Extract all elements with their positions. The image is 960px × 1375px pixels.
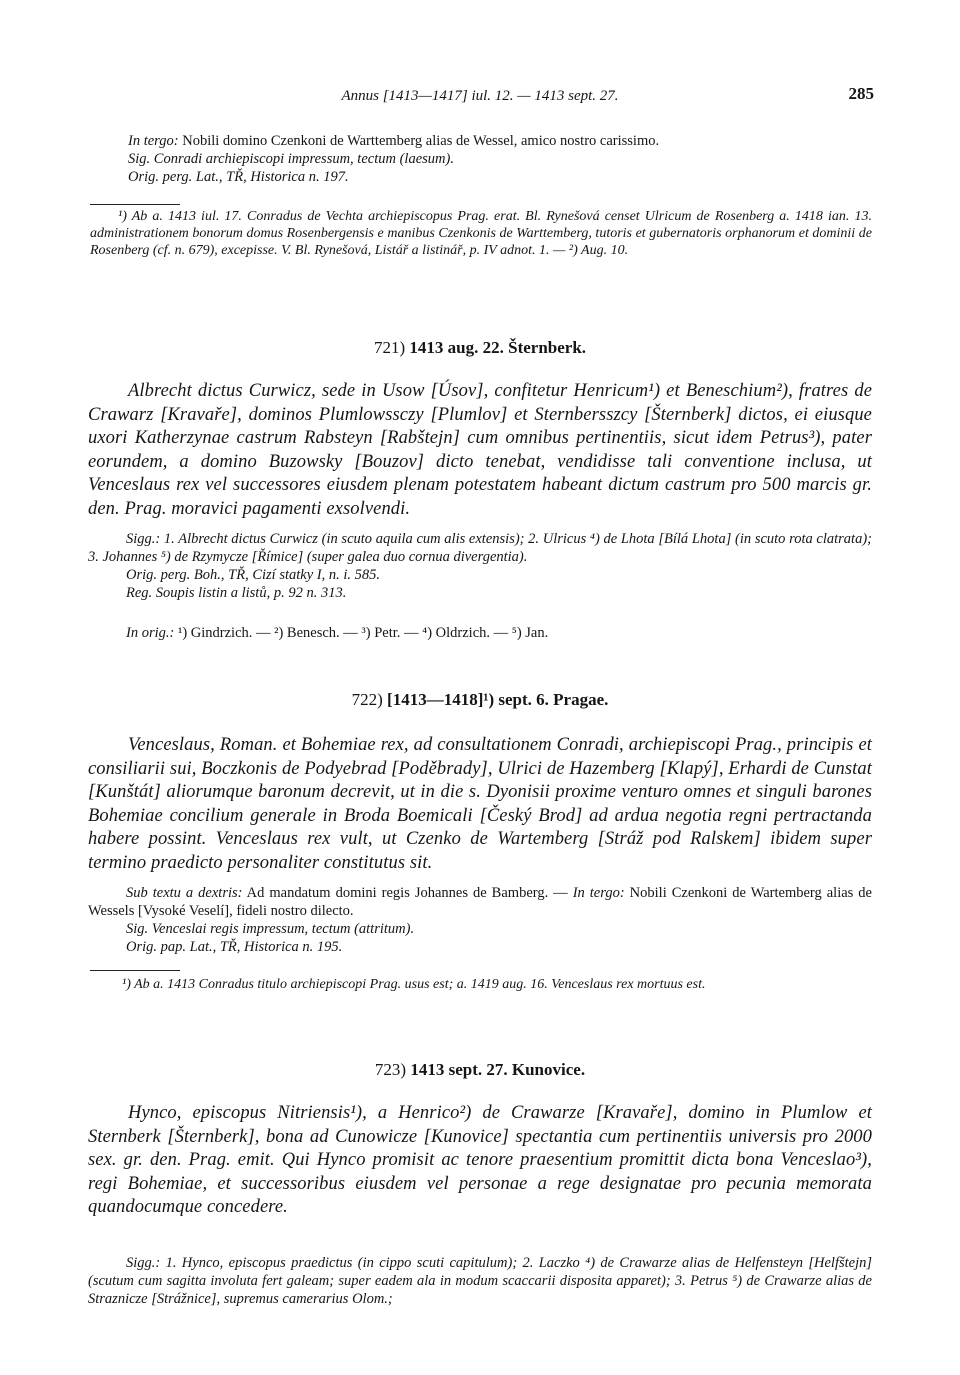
doc-723-number: 723) [374, 1060, 407, 1079]
in-orig-label: In orig.: [126, 625, 175, 641]
document-722-heading [0, 690, 960, 710]
doc-721-orig: Orig. perg. Boh., TŘ, Cizí statky I, n. i. 585. [126, 567, 381, 583]
doc-722-apparatus [88, 884, 872, 956]
doc-721-date: 1413 aug. 22. [409, 338, 504, 357]
footnote-top: ¹) Ab a. 1413 iul. 17. Conradus de Vechta archiepiscopus Prag. erat. Bl. Rynešová censet Ulricum de Rosenberg a. 1418 ian. 13. administrationem bonorum domus Rosenbergensis e manibus Czenkonis de Warttemberg, tutoris et gubernatoris orphanorum et dominii de Rosenberg (cf. n. 679), excepisse. V. Bl. Rynešová, Listář a listinář, p. IV adnot. 1. — ²) Aug. 10. [90, 209, 872, 258]
in-tergo-text-722: Nobili Czenkoni de Wartemberg alias de Wessels [Vysoké Veselí], fideli nostro dilecto. [88, 885, 872, 919]
footnote-rule [90, 204, 180, 205]
doc-722-number: 722) [351, 690, 383, 709]
doc-722-regest: Venceslaus, Roman. et Bohemiae rex, ad consultationem Conradi, archiepiscopi Prag., principis et consiliarii sui, Boczkonis de Podyebrad [Poděbrady], Ulrici de Hazemberg [Klapý], Erhardi de Cunstat [Kunštát] aliorumque baronum decrevit, ut in die s. Dyonisii proxime venturo omnes et singuli barones Bohemiae concilium generale in Broda Boemicali [Český Brod] ad ardua negotia regni pertractanda habere possint. Venceslaus rex vult, ut Czenko de Wartemberg [Stráž pod Ralskem] ibidem super termino praedicto personaliter constitutus sit. [88, 735, 872, 873]
top-archival-note [128, 132, 888, 186]
doc-723-place: Kunovice. [511, 1060, 586, 1079]
sub-textu-label: Sub textu a dextris: [126, 885, 243, 901]
doc-722-orig: Orig. pap. Lat., TŘ, Historica n. 195. [126, 939, 343, 955]
in-tergo-label: In tergo: [128, 133, 179, 149]
doc-721-number: 721) [373, 338, 406, 357]
top-note-line-2: Sig. Conradi archiepiscopi impressum, tectum (laesum). [128, 151, 454, 167]
top-note-line-1 [128, 132, 888, 150]
doc-722-date: [1413—1418]¹) sept. 6. [387, 690, 549, 709]
doc-722-endorsements [88, 884, 872, 920]
doc-721-apparatus [88, 530, 872, 602]
in-orig-text: ¹) Gindrzich. — ²) Benesch. — ³) Petr. — ⁴) Oldrzich. — ⁵) Jan. [174, 625, 549, 641]
in-tergo-label-722: In tergo: [572, 885, 625, 901]
doc-722-footnote: ¹) Ab a. 1413 Conradus titulo archiepiscopi Prag. usus est; a. 1419 aug. 16. Venceslaus rex mortuus est. [122, 977, 706, 992]
doc-723-date: 1413 sept. 27. [410, 1060, 508, 1079]
footnote-rule-722 [90, 970, 180, 971]
document-721-heading [0, 338, 960, 358]
doc-723-regest: Hynco, episcopus Nitriensis¹), a Henrico²) de Crawarze [Kravaře], domino in Plumlow et Sternberk [Šternberk], bona ad Cunowicze [Kunovice] spectantia cum pertinentiis universis pro 2000 sex. gr. den. Prag. emit. Qui Hynco promisit ac tenore praesentium promittit dicta bona Venceslao³), regi Bohemiae, et successoribus eiusdem vel personae a rege designatae pro pecunia memorata quandocumque concedere. [88, 1103, 872, 1217]
doc-721-place: Šternberk. [508, 338, 587, 357]
doc-721-reg: Reg. Soupis listin a listů, p. 92 n. 313. [126, 585, 347, 601]
doc-723-sigg: Sigg.: 1. Hynco, episcopus praedictus (in cippo scuti capitulum); 2. Laczko ⁴) de Crawarze alias de Helfensteyn [Helfštejn] (scutum cum sagitta involuta fert galeam; super eadem ala in modum scaccarii disposita apparet); 3. Petrus ⁵) de Crawarze alias de Straznicze [Strážnice], supremus camerarius Olom.; [88, 1255, 872, 1307]
page-number: 285 [848, 84, 874, 103]
doc-722-sig: Sig. Venceslai regis impressum, tectum (attritum). [126, 921, 415, 937]
doc-721-sigg: Sigg.: 1. Albrecht dictus Curwicz (in scuto aquila cum alis extensis); 2. Ulricus ⁴) de Lhota [Bílá Lhota] (in scuto rota clatrata); 3. Johannes ⁵) de Rzymycze [Římice] (super galea duo cornua divergentia). [88, 531, 872, 565]
doc-723-apparatus [88, 1254, 872, 1308]
doc-722-place: Pragae. [553, 690, 609, 709]
document-723-heading [0, 1060, 960, 1080]
sub-textu-text: Ad mandatum domini regis Johannes de Bamberg. — [242, 885, 573, 901]
in-tergo-text: Nobili domino Czenkoni de Warttemberg alias de Wessel, amico nostro carissimo. [178, 133, 660, 149]
doc-721-regest: Albrecht dictus Curwicz, sede in Usow [Úsov], confitetur Henricum¹) et Beneschium²), fratres de Crawarz [Kravaře], dominos Plumlowssczy [Plumlov] et Sternbersszcy [Šternberk] dictos, ei eiusque uxori Katherzynae castrum Rabsteyn [Rabštejn] cum omnibus pertinentiis, sicut idem Petrus³), pater eorundem, a domino Buzowsky [Bouzov] dicto tenebat, vendidisse tali conventione inclusa, ut Venceslaus rex vel successores eiusdem plenam potestatem habeant dictum castrum pro 500 marcis gr. den. Prag. moravici pagamenti exsolvendi. [88, 381, 872, 519]
doc-721-in-orig [126, 624, 886, 642]
running-title: Annus [1413—1417] iul. 12. — 1413 sept. 27. [341, 88, 619, 104]
top-note-line-3: Orig. perg. Lat., TŘ, Historica n. 197. [128, 169, 349, 185]
